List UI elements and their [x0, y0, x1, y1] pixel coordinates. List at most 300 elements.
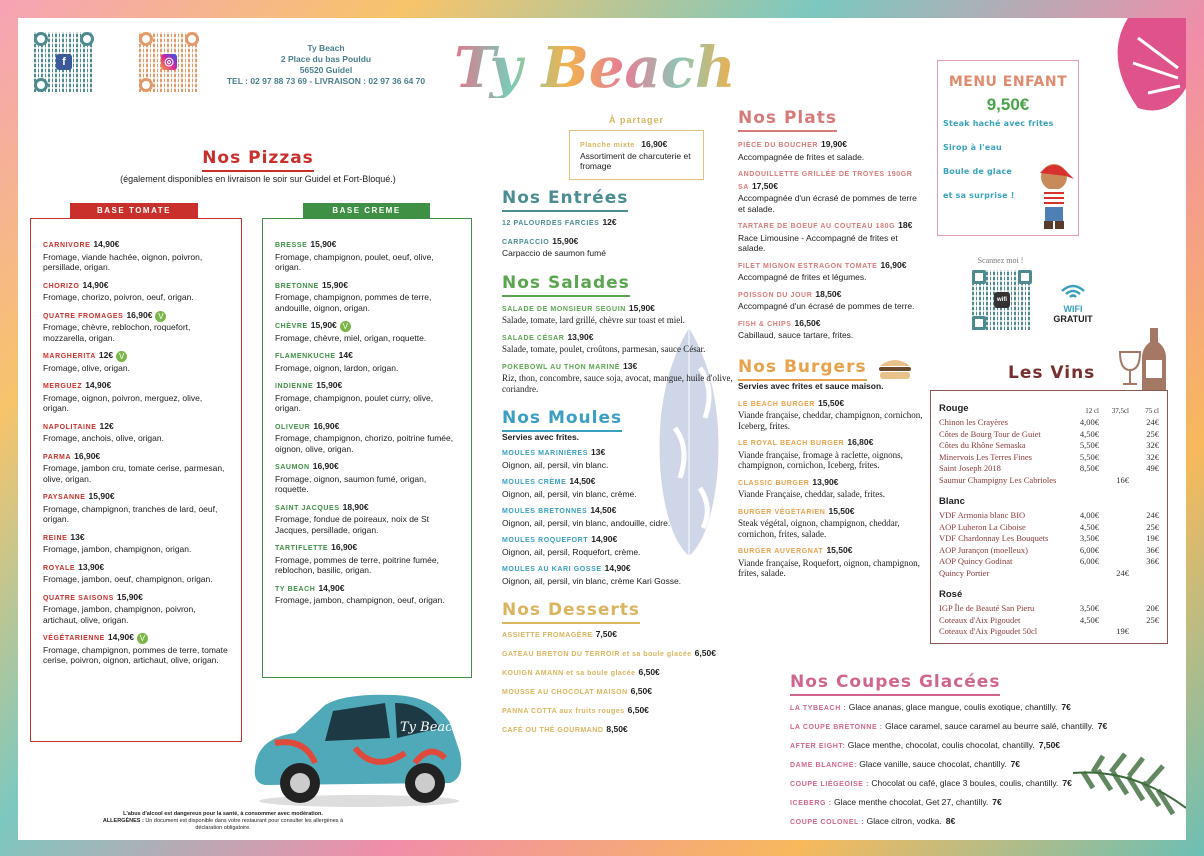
item-price: 16,90€	[312, 461, 339, 471]
wine-price-75cl: 25€	[1146, 521, 1159, 532]
item-name: QUATRE SAISONS	[43, 594, 114, 602]
item-description: Fromage, pommes de terre, poitrine fumée, reblochon, basilic, origan.	[275, 554, 439, 575]
item-price: 6,50€	[627, 705, 649, 715]
desserts-section	[502, 600, 734, 742]
wine-row	[939, 452, 1159, 464]
menu-item	[738, 545, 926, 579]
item-description: Fromage, olive, origan.	[43, 362, 130, 373]
menu-item	[502, 447, 734, 470]
wine-category: Rouge	[939, 403, 969, 414]
wine-price-12cl: 6,00€	[1079, 556, 1099, 566]
item-price: 13€	[623, 360, 638, 371]
item-name: TY BEACH	[275, 585, 316, 593]
wine-price-12cl	[1069, 568, 1099, 580]
wine-price-37cl	[1099, 510, 1129, 522]
wine-price-12cl: 3,50€	[1079, 533, 1099, 543]
menu-item	[275, 320, 459, 343]
item-name: BRETONNE	[275, 282, 319, 290]
wine-row	[939, 463, 1159, 475]
item-price: 13,90€	[78, 561, 105, 572]
wine-name: Saint Joseph 2018	[939, 463, 1001, 473]
item-price: 16,90€	[641, 139, 668, 149]
wine-price-12cl: 6,00€	[1079, 544, 1099, 555]
vegetarian-icon: V	[155, 311, 166, 322]
item-description: Fromage, oignon, poivron, merguez, olive, origan.	[43, 392, 203, 413]
allergens-note: Un document est disponible dans votre restaurant pour consulter les allergènes à déclaration obligatoire.	[145, 818, 344, 831]
moules-list	[502, 447, 734, 586]
item-description: Fromage, champignon, poulet curry, olive, origan.	[275, 392, 434, 413]
entrees-section	[502, 188, 734, 265]
wine-price-75cl: 32€	[1146, 440, 1159, 450]
item-description: Oignon, ail, persil, vin blanc, andouille, cidre.	[502, 517, 671, 528]
wine-price-12cl: 4,00€	[1079, 417, 1099, 427]
item-name: ICEBERG :	[790, 800, 832, 807]
column-header: 75 cl	[1145, 406, 1159, 415]
entrees-list	[502, 217, 734, 259]
item-description: Glace menthe chocolat, Get 27, chantilly.	[833, 797, 989, 807]
instagram-qr-code[interactable]	[139, 32, 199, 92]
wine-name: VDF Chardonnay Les Bouquets	[939, 533, 1049, 543]
item-description: Carpaccio de saumon fumé	[502, 248, 606, 258]
menu-item	[275, 239, 459, 273]
item-price: 14,90€	[591, 534, 618, 544]
wine-price-12cl: 4,50€	[1079, 428, 1099, 439]
wine-price-75cl: 24€	[1146, 417, 1159, 427]
item-description: Fromage, fondue de poireaux, noix de St Jacques, persillade, origan.	[275, 514, 430, 535]
item-description: Fromage, champignon, chorizo, poitrine fumée, oignon, olive, origan.	[275, 433, 454, 454]
item-description: Glace vanille, sauce chocolat, chantilly.	[859, 759, 1007, 769]
wine-price-37cl	[1099, 429, 1129, 441]
item-name: MOULES BRETONNES	[502, 508, 588, 515]
item-description: Fromage, anchois, olive, origan.	[43, 433, 164, 443]
wine-price-75cl	[1129, 568, 1159, 580]
menu-item	[43, 350, 229, 373]
item-description: Salade, tomate, lard grillé, chèvre sur toast et miel.	[502, 315, 685, 325]
wine-price-12cl	[1069, 475, 1099, 487]
item-price: 15,90€	[310, 239, 337, 249]
item-description: Glace ananas, glace mangue, coulis exotique, chantilly.	[848, 702, 1058, 712]
wine-price-37cl	[1099, 615, 1129, 627]
item-price: 8€	[945, 816, 956, 826]
dessert-item	[502, 704, 734, 718]
item-description: Steak végétal, oignon, champignon, cheddar, cornichon, frites, salade.	[738, 518, 900, 539]
item-description: Accompagnée de frites et salade.	[738, 151, 865, 162]
item-name: BURGER AUVERGNAT	[738, 548, 824, 555]
item-name: LA TYBEACH :	[790, 705, 847, 712]
item-price: 14,90€	[107, 632, 134, 642]
item-price: 12€	[99, 420, 114, 431]
item-name: MARGHERITA	[43, 353, 96, 360]
salades-section	[502, 273, 734, 401]
dessert-item	[502, 685, 734, 699]
wine-price-12cl: 8,50€	[1079, 463, 1099, 473]
item-name: VÉGÉTARIENNE	[43, 635, 105, 642]
plats-list	[738, 139, 926, 341]
item-name: MERGUEZ	[43, 383, 83, 390]
wifi-icon: wifi	[994, 292, 1010, 308]
palm-leaf-icon	[1063, 748, 1186, 840]
item-price: 14,50€	[590, 505, 617, 515]
item-description: Accompagné d'un écrasé de pommes de terre.	[738, 301, 915, 311]
salades-title: Nos Salades	[502, 273, 630, 297]
moules-subtitle: Servies avec frites.	[502, 432, 580, 442]
menu-item	[43, 310, 229, 344]
city: 56520 Guidel	[299, 65, 353, 75]
wine-price-75cl	[1129, 475, 1159, 487]
item-description: Viande Française, cheddar, salade, frites.	[738, 489, 886, 499]
item-price: 15,90€	[310, 320, 337, 330]
dessert-item	[502, 628, 734, 642]
item-price: 14,50€	[569, 476, 596, 486]
pizzas-header	[48, 148, 468, 185]
wine-name: Côtes du Rhône Semaska	[939, 440, 1026, 450]
wine-row	[939, 626, 1159, 638]
item-price: 15,90€	[88, 491, 115, 501]
wine-price-37cl	[1099, 440, 1129, 452]
menu-item	[43, 491, 229, 525]
moules-title: Nos Moules	[502, 408, 622, 432]
wine-row	[939, 522, 1159, 534]
wine-name: Minervois Les Terres Fines	[939, 451, 1032, 462]
item-price: 12€	[602, 217, 617, 227]
item-description: Fromage, chorizo, poivron, oeuf, origan.	[43, 292, 194, 302]
desserts-list	[502, 628, 734, 737]
menu-item	[275, 380, 459, 414]
menu-enfant-line: Sirop à l'eau	[943, 143, 1002, 152]
item-name: FISH & CHIPS	[738, 320, 792, 328]
menu-item	[738, 477, 926, 500]
item-name: MOUSSE AU CHOCOLAT MAISON	[502, 689, 628, 696]
item-price: 16,90€	[74, 450, 101, 461]
menu-item	[275, 583, 459, 606]
wine-name: AOP Luberon La Ciboise	[939, 521, 1026, 532]
wine-price-37cl	[1099, 463, 1129, 475]
item-name: CARPACCIO	[502, 238, 550, 246]
item-price: 16,90€	[313, 420, 340, 431]
item-description: Accompagnée d'un écrasé de pommes de terre et salade.	[738, 193, 917, 214]
wine-row	[939, 533, 1159, 545]
dessert-item	[502, 666, 734, 680]
item-price: 18€	[898, 220, 913, 230]
wine-price-75cl	[1129, 626, 1159, 638]
item-description: Fromage, champignon, poulet, oeuf, olive, origan.	[275, 251, 434, 272]
wine-name: Chinon les Crayères	[939, 417, 1008, 427]
wine-price-75cl: 32€	[1146, 451, 1159, 462]
wifi-qr-code[interactable]	[972, 270, 1032, 330]
item-name: ASSIETTE FROMAGÈRE	[502, 632, 593, 639]
menu-item	[275, 461, 459, 495]
item-description: Fromage, champignon, pommes de terre, andouille, oignon, origan.	[275, 292, 432, 313]
item-price: 14,90€	[82, 279, 109, 290]
menu-item	[738, 220, 926, 254]
menu-enfant-line: Steak haché avec frites	[943, 119, 1054, 128]
wine-price-12cl: 5,50€	[1079, 451, 1099, 462]
wine-category: Rosé	[939, 589, 963, 600]
item-name: FLAMENKUCHE	[275, 353, 336, 360]
burgers-list	[738, 398, 926, 579]
wine-price-37cl	[1099, 522, 1129, 534]
menu-enfant-box	[937, 60, 1079, 236]
menu-item	[738, 289, 926, 312]
item-price: 7€	[992, 797, 1002, 807]
base-creme-box	[262, 218, 472, 678]
item-name: SAINT JACQUES	[275, 504, 340, 512]
coupe-item	[790, 720, 1175, 734]
item-name: AFTER EIGHT:	[790, 743, 846, 750]
menu-item	[502, 505, 734, 528]
item-price: 6,50€	[638, 667, 660, 677]
wine-name: Saumur Champigny Les Cabrioles	[939, 474, 1057, 485]
street: 2 Place du bas Pouldu	[280, 54, 372, 64]
wine-row	[939, 615, 1159, 627]
item-description: Salade, tomate, poulet, croûtons, parmesan, sauce César.	[502, 344, 706, 354]
item-description: Fromage, champignon, tranches de lard, oeuf, origan.	[43, 503, 218, 524]
item-name: BRESSE	[275, 242, 308, 249]
menu-item	[502, 303, 734, 326]
item-description: Fromage, oignon, lardon, origan.	[275, 362, 399, 373]
wine-row	[939, 429, 1159, 441]
item-description: Fromage, champignon, pommes de terre, tomate cerise, poivron, oignon, artichaut, olive, origan.	[43, 644, 228, 665]
item-description: Viande française, cheddar, champignon, cornichon, Iceberg, frites.	[738, 410, 923, 431]
ty-beach-logo: Ty Beach	[454, 35, 736, 101]
gratuit-label: GRATUIT	[1053, 314, 1093, 324]
wine-price-37cl: 24€	[1116, 567, 1129, 578]
wine-price-37cl	[1099, 417, 1129, 429]
item-name: ROYALE	[43, 564, 76, 572]
menu-item	[738, 168, 926, 214]
item-price: 16,50€	[794, 317, 821, 328]
menu-item	[43, 562, 229, 585]
item-name: COUPE COLONEL :	[790, 819, 865, 826]
column-spacer	[1069, 579, 1099, 603]
wine-row	[939, 440, 1159, 452]
menu-item	[502, 332, 734, 355]
item-description: Oignon, ail, persil, vin blanc, crème.	[502, 488, 637, 499]
a-partager-title: À partager	[608, 115, 664, 125]
item-description: Fromage, jambon, champignon, poivron, artichaut, olive, origan.	[43, 604, 196, 625]
menu-item	[43, 592, 229, 626]
wine-glass-bottle-icon	[1118, 328, 1168, 390]
menu-item	[502, 563, 734, 586]
vegetarian-icon: V	[340, 321, 351, 332]
item-price: 13,90€	[812, 476, 839, 487]
column-spacer	[1129, 486, 1159, 510]
entrees-title: Nos Entrées	[502, 188, 628, 212]
menu-item	[275, 350, 459, 373]
item-price: 14€	[338, 350, 353, 360]
wine-name: Coteaux d'Aix Pigoudet	[939, 614, 1021, 625]
item-price: 15,90€	[321, 279, 348, 290]
salades-list	[502, 303, 734, 395]
item-price: 7,50€	[1038, 740, 1061, 750]
coupes-title: Nos Coupes Glacées	[790, 672, 1000, 696]
legal-footer	[93, 811, 353, 832]
pizzas-subtitle: (également disponibles en livraison le soir sur Guidel et Fort-Bloqué.)	[120, 174, 396, 184]
wine-category-row	[939, 579, 1159, 603]
item-price: 14,90€	[604, 563, 631, 573]
wine-price-75cl: 20€	[1146, 603, 1159, 613]
wine-row	[939, 603, 1159, 615]
item-name: INDIENNE	[275, 383, 314, 390]
item-name: POKEBOWL AU THON MARINÉ	[502, 363, 621, 371]
middle-column	[502, 114, 734, 742]
wine-price-75cl: 24€	[1146, 510, 1159, 520]
item-description: Fromage, jambon cru, tomate cerise, parmesan, olive, origan.	[43, 463, 225, 484]
wine-name: Quincy Portier	[939, 567, 990, 578]
item-price: 19,90€	[821, 139, 847, 149]
item-name: PAYSANNE	[43, 494, 86, 501]
menu-enfant-line: Boule de glace	[943, 167, 1013, 176]
menu-item	[43, 239, 229, 273]
item-description: Fromage, viande hachée, oignon, poivron, persillade, origan.	[43, 251, 203, 272]
menu-item	[43, 532, 229, 555]
plats-title: Nos Plats	[738, 108, 837, 132]
item-price: 12€	[98, 350, 114, 360]
item-name: COUPE LIÉGEOISE :	[790, 781, 870, 788]
wine-price-37cl: 19€	[1116, 626, 1129, 636]
wifi-gratuit	[1048, 284, 1098, 324]
item-name: NAPOLITAINE	[43, 423, 97, 431]
menu-item	[502, 217, 734, 230]
column-spacer	[1099, 579, 1129, 603]
item-description: Fromage, jambon, champignon, oeuf, origan.	[275, 595, 445, 605]
car-logo-text: Ty Beach	[400, 720, 461, 735]
wine-price-37cl: 16€	[1116, 474, 1129, 485]
menu-enfant-title: MENU ENFANT	[948, 74, 1068, 90]
column-spacer	[1129, 579, 1159, 603]
item-price: 16,80€	[847, 437, 874, 447]
item-price: 13€	[591, 447, 606, 457]
item-price: 15,90€	[116, 591, 143, 602]
menu-item	[502, 236, 734, 259]
burgers-section	[738, 357, 926, 585]
wine-category: Blanc	[939, 496, 965, 507]
item-description: Fromage, oignon, saumon fumé, origan, roquette.	[275, 473, 427, 494]
item-name: PANNA COTTA aux fruits rouges	[502, 708, 625, 715]
pizzas-title: Nos Pizzas	[202, 148, 314, 172]
item-price: 7€	[1010, 759, 1021, 769]
restaurant-address	[206, 43, 446, 87]
wine-price-75cl: 36€	[1146, 544, 1159, 555]
wine-price-37cl	[1099, 533, 1129, 545]
desserts-title: Nos Desserts	[502, 600, 640, 624]
menu-item	[43, 421, 229, 444]
wine-row	[939, 417, 1159, 429]
facebook-qr-code[interactable]	[34, 32, 94, 92]
menu-item	[738, 139, 926, 162]
wine-price-37cl	[1099, 452, 1129, 464]
wine-category-row	[939, 486, 1159, 510]
item-price: 16,90€	[880, 259, 907, 270]
wine-name: Côtes de Bourg Tour de Guiet	[939, 428, 1041, 439]
menu-item	[43, 632, 229, 666]
item-name: REINE	[43, 534, 68, 542]
item-description: Chocolat ou café, glace 3 boules, coulis, chantilly.	[871, 778, 1059, 788]
item-price: 14,90€	[318, 582, 345, 593]
column-header: 12 cl	[1085, 406, 1099, 415]
wine-price-37cl	[1099, 545, 1129, 557]
wine-name: Coteaux d'Aix Pigoudet 50cl	[939, 626, 1038, 636]
wine-row	[939, 475, 1159, 487]
item-price: 14,90€	[85, 380, 112, 390]
item-name: CHORIZO	[43, 282, 80, 290]
item-price: 14,90€	[93, 239, 120, 249]
menu-item	[502, 534, 734, 557]
menu-item	[43, 451, 229, 485]
item-name: LE ROYAL BEACH BURGER	[738, 440, 845, 447]
wine-name: VDF Armonia blanc BIO	[939, 510, 1026, 520]
column-spacer	[1069, 486, 1099, 510]
instagram-icon: ◎	[161, 54, 177, 70]
item-name: BURGER VÉGÉTARIEN	[738, 508, 826, 516]
burgers-subtitle: Servies avec frites et sauce maison.	[738, 380, 884, 391]
menu-item	[738, 318, 926, 341]
item-price: 7€	[1097, 721, 1108, 731]
item-name: TARTARE DE BOEUF AU COUTEAU 180G	[738, 223, 896, 230]
column-header: 37,5cl	[1111, 406, 1129, 415]
wine-price-12cl: 3,50€	[1079, 603, 1099, 613]
wine-price-75cl: 25€	[1146, 428, 1159, 439]
item-name: LE BEACH BURGER	[738, 400, 816, 408]
item-price: 18,90€	[342, 501, 369, 512]
vegetarian-icon: V	[116, 351, 127, 362]
item-price: 7€	[1062, 778, 1072, 788]
wine-price-12cl: 4,50€	[1079, 521, 1099, 532]
item-description: Fromage, chèvre, reblochon, roquefort, mozzarella, origan.	[43, 322, 191, 343]
wine-row	[939, 556, 1159, 568]
base-tomate-box	[30, 218, 242, 742]
item-price: 6,50€	[630, 686, 652, 696]
menu-enfant-line: et sa surprise !	[943, 191, 1015, 200]
wifi-signal-icon	[1060, 284, 1086, 300]
menu-item	[275, 280, 459, 314]
item-name: KOUIGN AMANN et sa boule glacée	[502, 670, 636, 677]
planche-mixte-box	[569, 130, 704, 180]
burgers-title: Nos Burgers	[738, 357, 867, 381]
vegetarian-icon: V	[137, 633, 148, 644]
item-name: OLIVEUR	[275, 423, 311, 431]
menu-item	[738, 260, 926, 283]
base-tomate-label: BASE TOMATE	[70, 203, 198, 218]
item-name: LA COUPE BRETONNE :	[790, 724, 883, 731]
menu-page	[18, 18, 1186, 840]
item-name: GATEAU BRETON DU TERROIR et sa boule glacée	[502, 651, 692, 658]
restaurant-name: Ty Beach	[307, 43, 345, 53]
item-name: MOULES AU KARI GOSSE	[502, 566, 602, 573]
burger-icon	[878, 357, 912, 381]
column-spacer	[1099, 486, 1129, 510]
menu-item	[738, 437, 926, 471]
wine-row	[939, 568, 1159, 580]
item-name: DAME BLANCHE:	[790, 762, 857, 769]
item-description: Fromage, jambon, champignon, origan.	[43, 544, 192, 554]
item-price: 15,90€	[552, 235, 579, 246]
wine-price-75cl: 36€	[1146, 556, 1159, 566]
menu-item	[275, 502, 459, 536]
vins-title: Les Vins	[1008, 363, 1096, 383]
wine-list-box	[930, 390, 1168, 644]
item-price: 16,90€	[126, 309, 153, 320]
plats-column	[738, 108, 926, 585]
wine-price-12cl: 4,50€	[1079, 614, 1099, 625]
item-price: 7€	[1061, 702, 1071, 712]
item-name: CAFÉ OU THÉ GOURMAND	[502, 727, 604, 734]
car-illustration	[245, 683, 473, 808]
item-description: Accompagné de frites et légumes.	[738, 272, 867, 282]
menu-item	[502, 476, 734, 499]
menu-item	[275, 421, 459, 455]
item-name: PIÈCE DU BOUCHER	[738, 142, 818, 149]
